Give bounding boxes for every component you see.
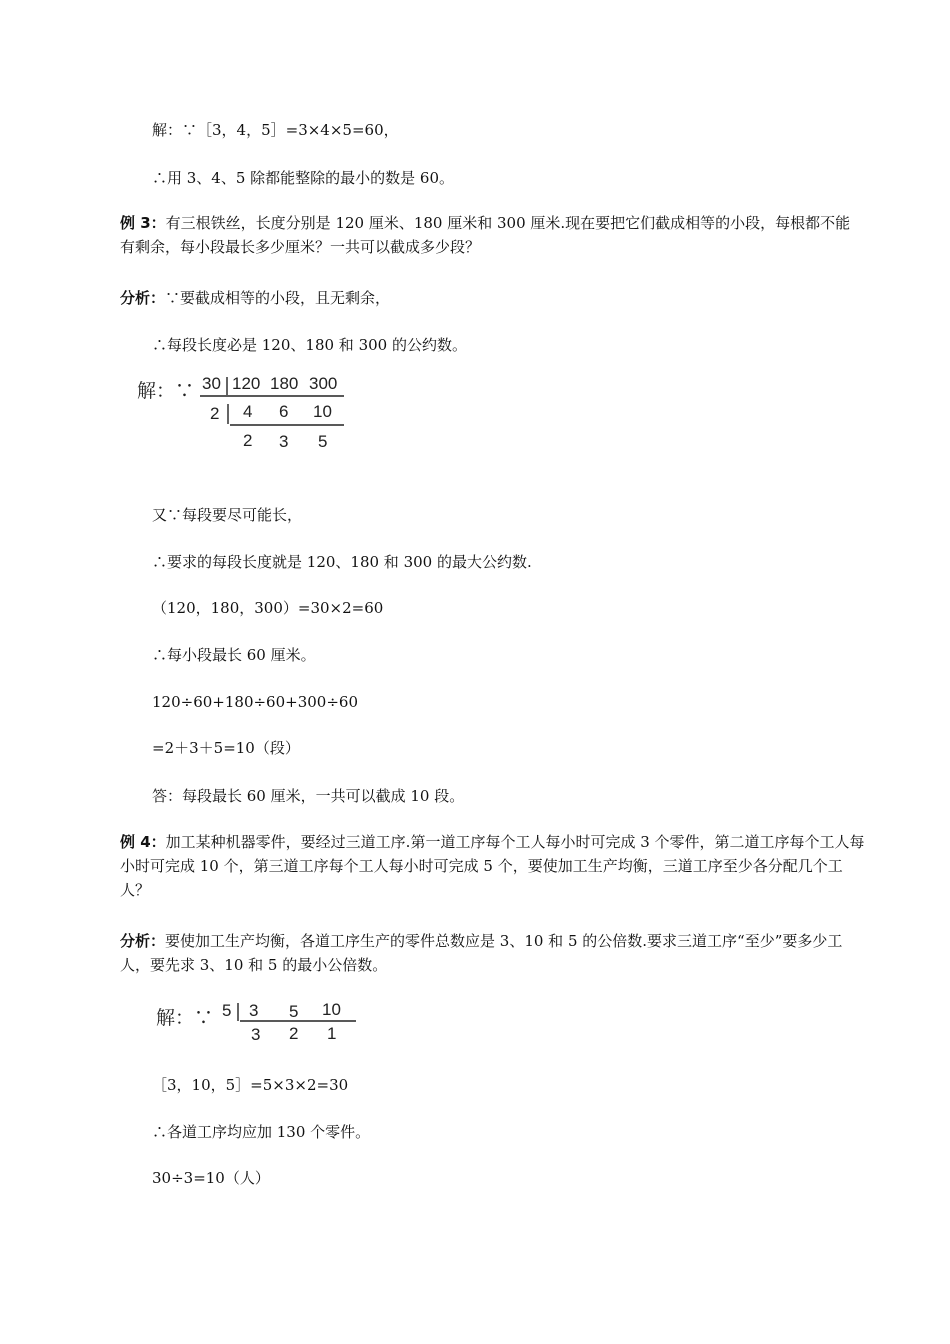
count-result: =2＋3＋5=10（段） <box>152 739 300 757</box>
gcd-line: ∴要求的每段长度就是 120、180 和 300 的最大公约数. <box>152 553 532 571</box>
division-1-r1-a: 120 <box>232 374 261 393</box>
gcd-calc: （120，180，300）=30×2=60 <box>152 599 384 617</box>
reason-line: 又∵每段要尽可能长， <box>152 506 303 524</box>
conclusion-line: ∴用 3、4、5 除都能整除的最小的数是 60。 <box>152 169 455 187</box>
division-2-divisor: 5 <box>222 1001 232 1020</box>
division-1-r3-b: 3 <box>279 432 289 451</box>
division-1-r2-a: 4 <box>243 402 253 421</box>
example-4-label: 例 4： <box>120 833 166 851</box>
division-2-r1-c: 10 <box>322 1000 341 1019</box>
division-1-jie: 解：∵ <box>137 380 195 402</box>
answer-3: 答：每段最长 60 厘米，一共可以截成 10 段。 <box>152 787 465 805</box>
example-3-label: 例 3： <box>120 214 166 232</box>
max-length: ∴每小段最长 60 厘米。 <box>152 646 316 664</box>
division-1-r1-b: 180 <box>270 374 299 393</box>
analysis-3-line: ∴每段长度必是 120、180 和 300 的公约数。 <box>152 336 467 354</box>
division-1-r2-b: 6 <box>279 402 289 421</box>
parts-line: ∴各道工序均应加 130 个零件。 <box>152 1123 371 1141</box>
analysis-3-text: ∵要截成相等的小段，且无剩余， <box>165 289 391 307</box>
division-1-r3-a: 2 <box>243 431 253 450</box>
division-1-divisor-2: 2 <box>210 404 220 423</box>
analysis-3-label: 分析： <box>120 289 166 307</box>
division-1-divisor-1: 30 <box>202 374 221 393</box>
division-2-jie: 解：∵ <box>156 1007 214 1029</box>
division-2-r2-a: 3 <box>251 1025 261 1044</box>
division-1-r3-c: 5 <box>318 432 328 451</box>
analysis-4-label: 分析： <box>120 932 166 950</box>
division-2-r1-a: 3 <box>249 1001 259 1020</box>
division-1-r1-c: 300 <box>309 374 338 393</box>
division-2-r2-b: 2 <box>289 1024 299 1043</box>
division-2-r2-c: 1 <box>327 1024 337 1043</box>
lcm-calc: ［3，10，5］=5×3×2=30 <box>152 1076 349 1094</box>
workers-calc: 30÷3=10（人） <box>152 1169 270 1187</box>
division-2-r1-b: 5 <box>289 1002 299 1021</box>
division-1-r2-c: 10 <box>313 402 332 421</box>
example-3-text: 有三根铁丝，长度分别是 120 厘米、180 厘米和 300 厘米.现在要把它们截成相等的小段，每根都不能有剩余，每小段最长多少厘米？一共可以截成多少段？ <box>120 214 851 256</box>
example-4-text: 加工某种机器零件，要经过三道工序.第一道工序每个工人每小时可完成 3 个零件，第二道工序每个工人每小时可完成 10 个，第三道工序每个工人每小时可完成 5 个，要使加工生产均衡，三道工序至少各分配几个工人？ <box>120 833 865 899</box>
count-calc: 120÷60+180÷60+300÷60 <box>152 693 358 711</box>
solution-line: 解：∵［3，4，5］=3×4×5=60， <box>152 121 399 139</box>
analysis-4-text: 要使加工生产均衡，各道工序生产的零件总数应是 3、10 和 5 的公倍数.要求三道工序“至少”要多少工人，要先求 3、10 和 5 的最小公倍数。 <box>120 932 843 974</box>
